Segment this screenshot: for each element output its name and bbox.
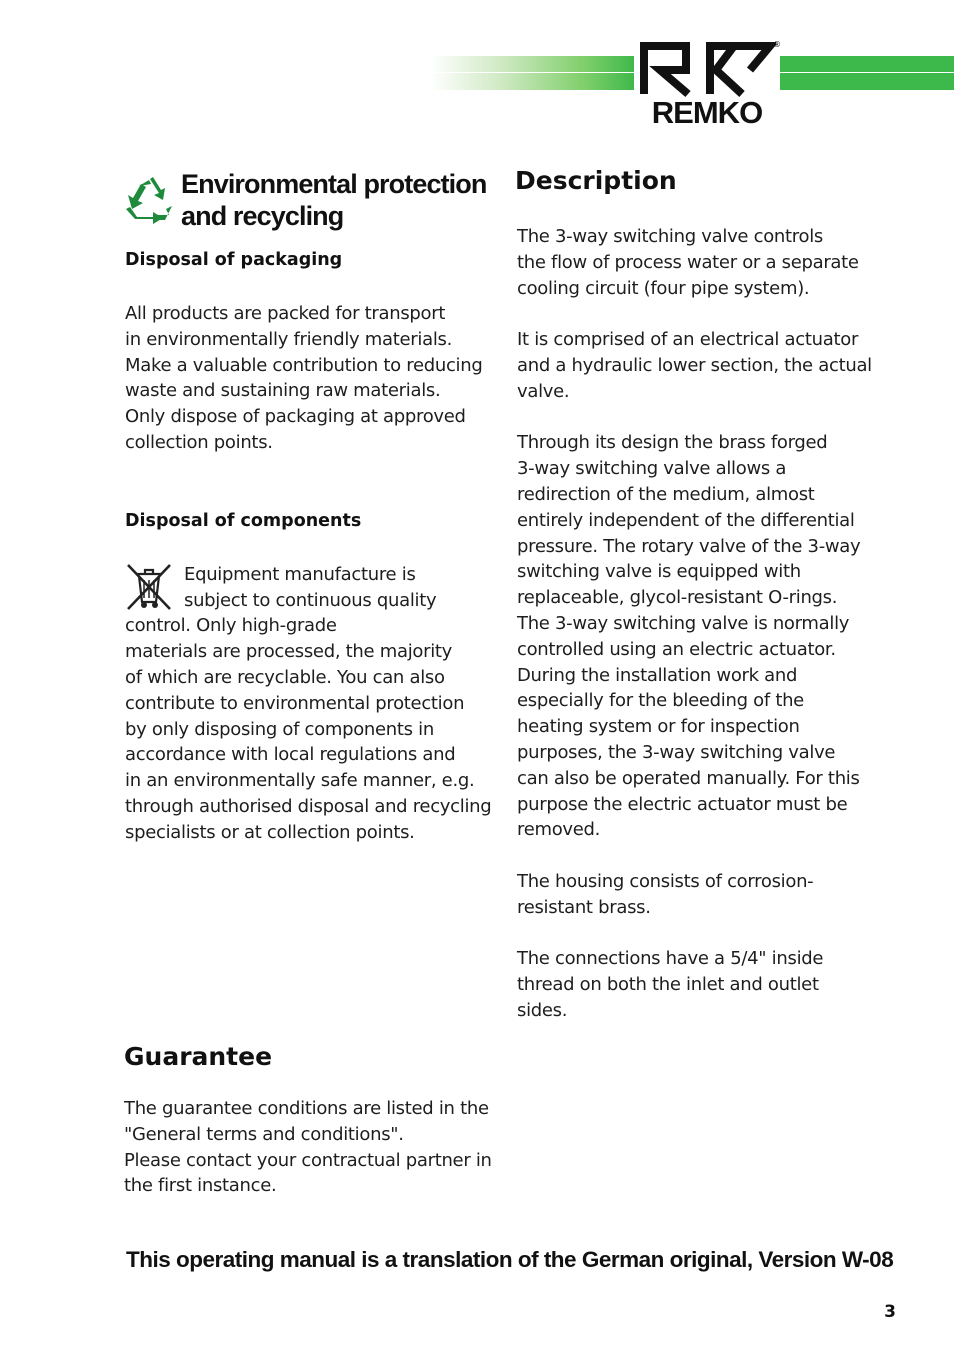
guarantee-text xyxy=(124,1096,494,1199)
text-line: contribute to environmental protection xyxy=(125,692,465,714)
text-line: Only dispose of packaging at approved xyxy=(125,406,466,428)
text-line: of which are recyclable. You can also xyxy=(125,666,445,688)
text-line: During the installation work and xyxy=(517,664,798,686)
text-line: Equipment manufacture is xyxy=(184,563,416,585)
description-paragraph xyxy=(517,430,889,843)
registered-mark: ® xyxy=(773,40,781,49)
text-line: The connections have a 5/4" inside xyxy=(517,948,824,970)
recycle-icon xyxy=(125,176,175,226)
description-paragraph xyxy=(517,869,889,921)
page-number: 3 xyxy=(884,1302,896,1322)
text-line: Make a valuable contribution to reducing xyxy=(125,354,483,376)
text-line: redirection of the medium, almost xyxy=(517,483,815,505)
text-line: can also be operated manually. For this xyxy=(517,767,860,789)
left-column xyxy=(125,168,495,846)
text-line: through authorised disposal and recycling xyxy=(125,795,492,817)
text-line: removed. xyxy=(517,819,601,841)
text-line: entirely independent of the differential xyxy=(517,509,855,531)
text-line: The guarantee conditions are listed in the xyxy=(124,1098,489,1119)
text-line: The 3-way switching valve is normally xyxy=(517,612,850,634)
text-line: The 3-way switching valve controls xyxy=(517,226,823,247)
guarantee-section xyxy=(124,1042,494,1199)
remko-logo-mark xyxy=(638,40,776,98)
packaging-text xyxy=(125,301,495,456)
right-column xyxy=(517,166,889,1050)
text-line: subject to continuous quality xyxy=(184,589,437,611)
text-line: in environmentally friendly materials. xyxy=(125,328,453,350)
text-line: specialists or at collection points. xyxy=(125,821,415,843)
text-line: accordance with local regulations and xyxy=(125,744,456,766)
text-line: purposes, the 3-way switching valve xyxy=(517,741,836,763)
text-line: Through its design the brass forged xyxy=(517,432,828,454)
text-line: Please contact your contractual partner in xyxy=(124,1149,492,1171)
text-line: by only disposing of components in xyxy=(125,718,434,740)
text-line: pressure. The rotary valve of the 3-way xyxy=(517,535,861,557)
text-line: collection points. xyxy=(125,431,273,453)
text-line: materials are processed, the majority xyxy=(125,641,453,663)
packaging-heading: Disposal of packaging xyxy=(125,250,343,270)
text-line: and a hydraulic lower section, the actual xyxy=(517,354,872,376)
text-line: "General terms and conditions". xyxy=(124,1123,404,1145)
text-line: cooling circuit (four pipe system). xyxy=(517,277,810,299)
text-line: resistant brass. xyxy=(517,896,651,918)
text-line: All products are packed for transport xyxy=(125,303,446,324)
text-line: replaceable, glycol-resistant O-rings. xyxy=(517,587,838,609)
text-line: the flow of process water or a separate xyxy=(517,251,859,273)
description-paragraph xyxy=(517,327,889,404)
text-line: the first instance. xyxy=(124,1175,277,1197)
text-line: especially for the bleeding of the xyxy=(517,690,804,712)
guarantee-title: Guarantee xyxy=(124,1042,273,1071)
text-line: waste and sustaining raw materials. xyxy=(125,380,441,402)
text-line: 3-way switching valve allows a xyxy=(517,458,787,480)
text-line: heating system or for inspection xyxy=(517,716,800,738)
text-line: in an environmentally safe manner, e.g. xyxy=(125,770,475,792)
description-text xyxy=(517,224,889,1024)
text-line: control. Only high-grade xyxy=(125,615,337,637)
description-paragraph xyxy=(517,224,889,301)
environment-title-line1: Environmental protection xyxy=(181,169,487,199)
environment-title xyxy=(181,168,501,232)
text-line: switching valve is equipped with xyxy=(517,561,801,583)
environment-title-line2: and recycling xyxy=(181,201,344,231)
remko-logo xyxy=(634,40,780,130)
text-line: purpose the electric actuator must be xyxy=(517,793,848,815)
text-line: sides. xyxy=(517,999,568,1021)
header-green-band xyxy=(770,56,954,90)
description-title: Description xyxy=(515,166,677,195)
text-line: thread on both the inlet and outlet xyxy=(517,974,819,996)
logo-wordmark: REMKO xyxy=(651,95,763,130)
text-line: The housing consists of corrosion- xyxy=(517,870,814,892)
description-paragraph xyxy=(517,946,889,1023)
translation-note: This operating manual is a translation of the German original, Version W-08 xyxy=(126,1247,894,1272)
text-line: valve. xyxy=(517,380,570,402)
text-line: controlled using an electric actuator. xyxy=(517,638,836,660)
crossed-bin-icon xyxy=(125,562,173,612)
environment-heading xyxy=(125,168,495,238)
header-gradient-band xyxy=(430,56,636,90)
text-line: It is comprised of an electrical actuator xyxy=(517,329,859,351)
components-heading: Disposal of components xyxy=(125,510,362,531)
components-text xyxy=(125,562,495,846)
